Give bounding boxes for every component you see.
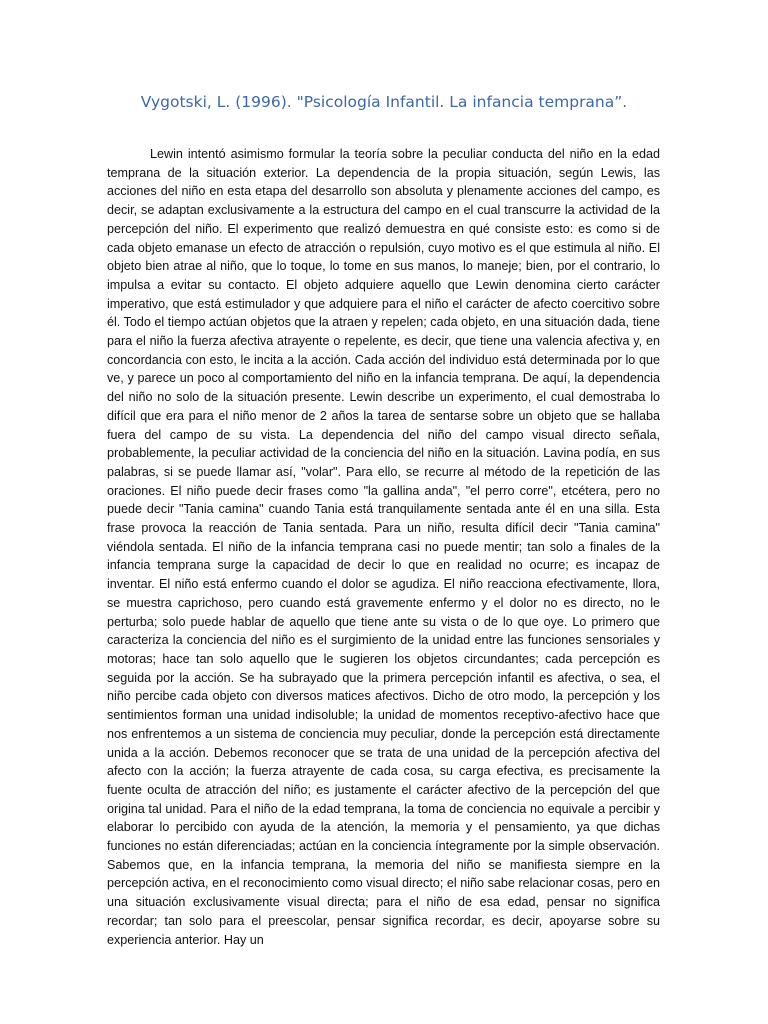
body-paragraph: Lewin intentó asimismo formular la teoría sobre la peculiar conducta del niño en la edad temprana de la situación exterior. La dependencia de la propia situación, según Lewis, las acciones del niño en esta etapa del desarrollo son absoluta y plenamente acciones del campo, es decir, se adaptan exclusivamente a la estructura del campo en el cual transcurre la actividad de la percepción del niño. El experimento que realizó demuestra en qué consiste esto: es como si de cada objeto emanase un efecto de atracción o repulsión, cuyo motivo es el que estimula al niño. El objeto bien atrae al niño, que lo toque, lo tome en sus manos, lo maneje; bien, por el contrario, lo impulsa a evitar su contacto. El objeto adquiere aquello que Lewin denomina cierto carácter imperativo, que está estimulador y que adquiere para el niño el carácter de afecto coercitivo sobre él. Todo el tiempo actúan objetos que la atraen y repelen; cada objeto, en una situación dada, tiene para el niño la fuerza afectiva atrayente o repelente, es decir, que tiene una valencia afectiva y, en concordancia con esto, le incita a la acción. Cada acción del individuo está determinada por lo que ve, y parece un poco al comportamiento del niño en la infancia temprana. De aquí, la dependencia del niño no solo de la situación presente. Lewin describe un experimento, el cual demostraba lo difícil que era para el niño menor de 2 años la tarea de sentarse sobre un objeto que se hallaba fuera del campo de su vista. La dependencia del niño del campo visual directo señala, probablemente, la peculiar actividad de la conciencia del niño en la situación. Lavina podía, en sus palabras, si se puede llamar así, "volar". Para ello, se recurre al método de la repetición de las oraciones. El niño puede decir frases como "la gallina anda", "el perro corre", etcétera, pero no puede decir "Tania camina" cuando Tania está tranquilamente sentada ante él en una silla. Esta frase provoca la reacción de Tania sentada. Para un niño, resulta difícil decir "Tania camina" viéndola sentada. El niño de la infancia temprana casi no puede mentir; tan solo a finales de la infancia temprana surge la capacidad de decir lo que en realidad no ocurre; es incapaz de inventar. El niño está enfermo cuando el dolor se agudiza. El niño reacciona efectivamente, llora, se muestra caprichoso, pero cuando está gravemente enfermo y el dolor no es directo, no le perturba; solo puede hablar de aquello que tiene ante su vista o de lo que oye. Lo primero que caracteriza la conciencia del niño es el surgimiento de la unidad entre las funciones sensoriales y motoras; hace tan solo aquello que le sugieren los objetos circundantes; cada percepción es seguida por la acción. Se ha subrayado que la primera percepción infantil es afectiva, o sea, el niño percibe cada objeto con diversos matices afectivos. Dicho de otro modo, la percepción y los sentimientos forman una unidad indisoluble; la unidad de momentos receptivo-afectivo hace que nos enfrentemos a un sistema de conciencia muy peculiar, donde la percepción está directamente unida a la acción. Debemos reconocer que se trata de una unidad de la percepción afectiva del afecto con la acción; la fuerza atrayente de cada cosa, su carga efectiva, es precisamente la fuente oculta de atracción del niño; es justamente el carácter afectivo de la percepción del que origina tal unidad. Para el niño de la edad temprana, la toma de conciencia no equivale a percibir y elaborar lo percibido con ayuda de la atención, la memoria y el pensamiento, ya que dichas funciones no están diferenciadas; actúan en la conciencia íntegramente por la simple observación. Sabemos que, en la infancia temprana, la memoria del niño se manifiesta siempre en la percepción activa, en el reconocimiento como visual directo; el niño sabe relacionar cosas, pero en una situación exclusivamente visual directa; para el niño de esa edad, pensar no significa recordar; tan solo para el preescolar, pensar significa recordar, es decir, apoyarse sobre su experiencia anterior. Hay un [107, 147, 660, 947]
document-title: Vygotski, L. (1996). "Psicología Infantil. La infancia temprana”. [140, 93, 628, 111]
